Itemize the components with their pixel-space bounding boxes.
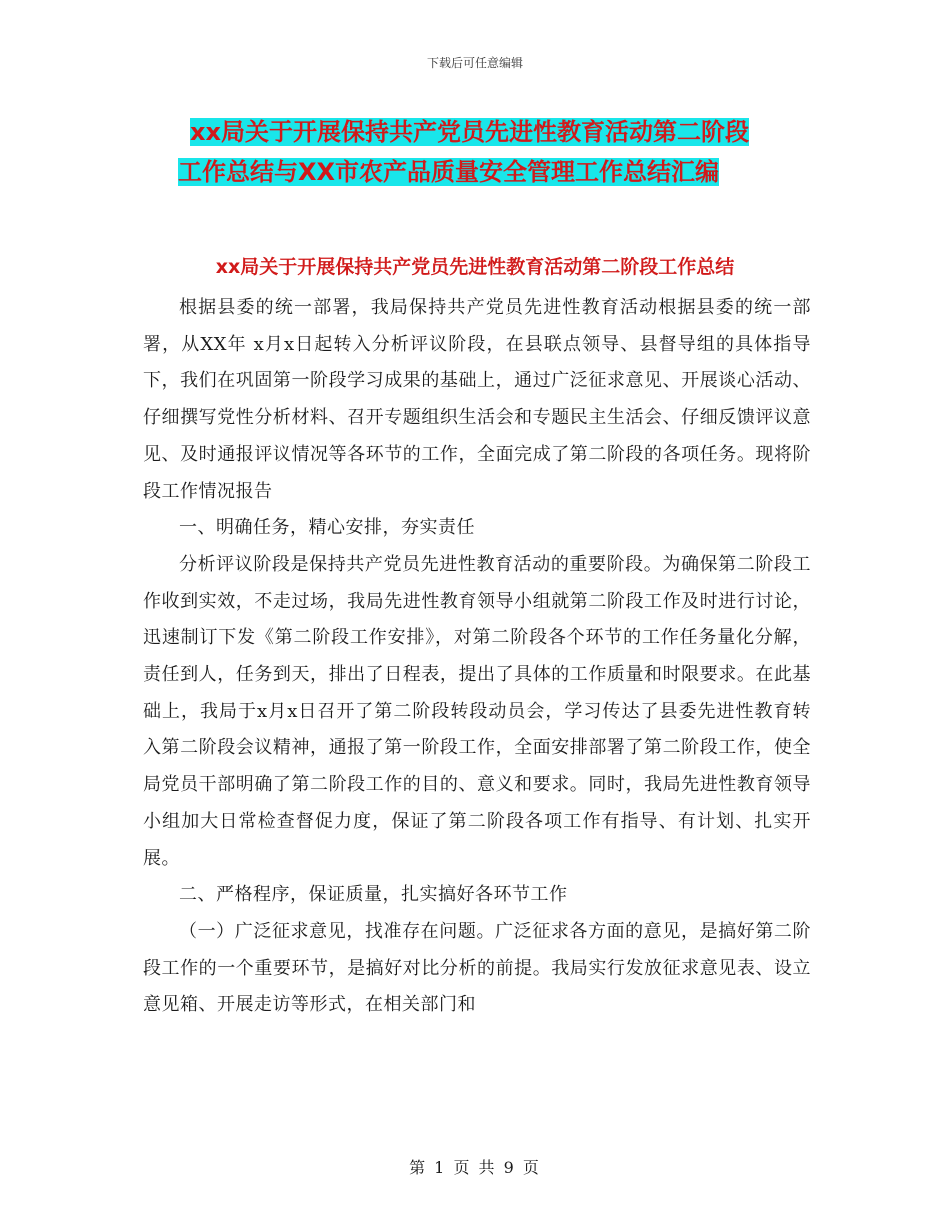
document-title-line-2: 工作总结与XX市农产品质量安全管理工作总结汇编 [178, 158, 720, 186]
section-title: xx局关于开展保持共产党员先进性教育活动第二阶段工作总结 [215, 256, 735, 278]
body-text [143, 290, 811, 1024]
paragraph-intro: 根据县委的统一部署，我局保持共产党员先进性教育活动根据县委的统一部署，从XX年 x月x日起转入分析评议阶段，在县联点领导、县督导组的具体指导下，我们在巩固第一阶段学习成果的基础上，通过广泛征求意见、开展谈心活动、仔细撰写党性分析材料、召开专题组织生活会和专题民主生活会、仔细反馈评议意见、及时通报评议情况等各环节的工作，全面完成了第二阶段的各项任务。现将阶段工作情况报告 [143, 297, 811, 502]
paragraph-two: （一）广泛征求意见，找准存在问题。广泛征求各方面的意见，是搞好第二阶段工作的一个重要环节，是搞好对比分析的前提。我局实行发放征求意见表、设立意见箱、开展走访等形式，在相关部门和 [143, 920, 811, 1016]
header-note: 下载后可任意编辑 [426, 56, 523, 70]
document-title-line-1: xx局关于开展保持共产党员先进性教育活动第二阶段 [190, 118, 749, 146]
document-title [178, 112, 818, 192]
heading-one: 一、明确任务，精心安排，夯实责任 [179, 517, 475, 539]
paragraph-one: 分析评议阶段是保持共产党员先进性教育活动的重要阶段。为确保第二阶段工作收到实效，不走过场，我局先进性教育领导小组就第二阶段工作及时进行讨论，迅速制订下发《第二阶段工作安排》，对第二阶段各个环节的工作任务量化分解，责任到人，任务到天，排出了日程表，提出了具体的工作质量和时限要求。在此基础上，我局于x月x日召开了第二阶段转段动员会，学习传达了县委先进性教育转入第二阶段会议精神，通报了第一阶段工作，全面安排部署了第二阶段工作，使全局党员干部明确了第二阶段工作的目的、意义和要求。同时，我局先进性教育领导小组加大日常检查督促力度，保证了第二阶段各项工作有指导、有计划、扎实开展。 [143, 553, 811, 869]
page-footer: 第 1 页 共 9 页 [409, 1158, 541, 1177]
heading-two: 二、严格程序，保证质量，扎实搞好各环节工作 [179, 884, 568, 906]
